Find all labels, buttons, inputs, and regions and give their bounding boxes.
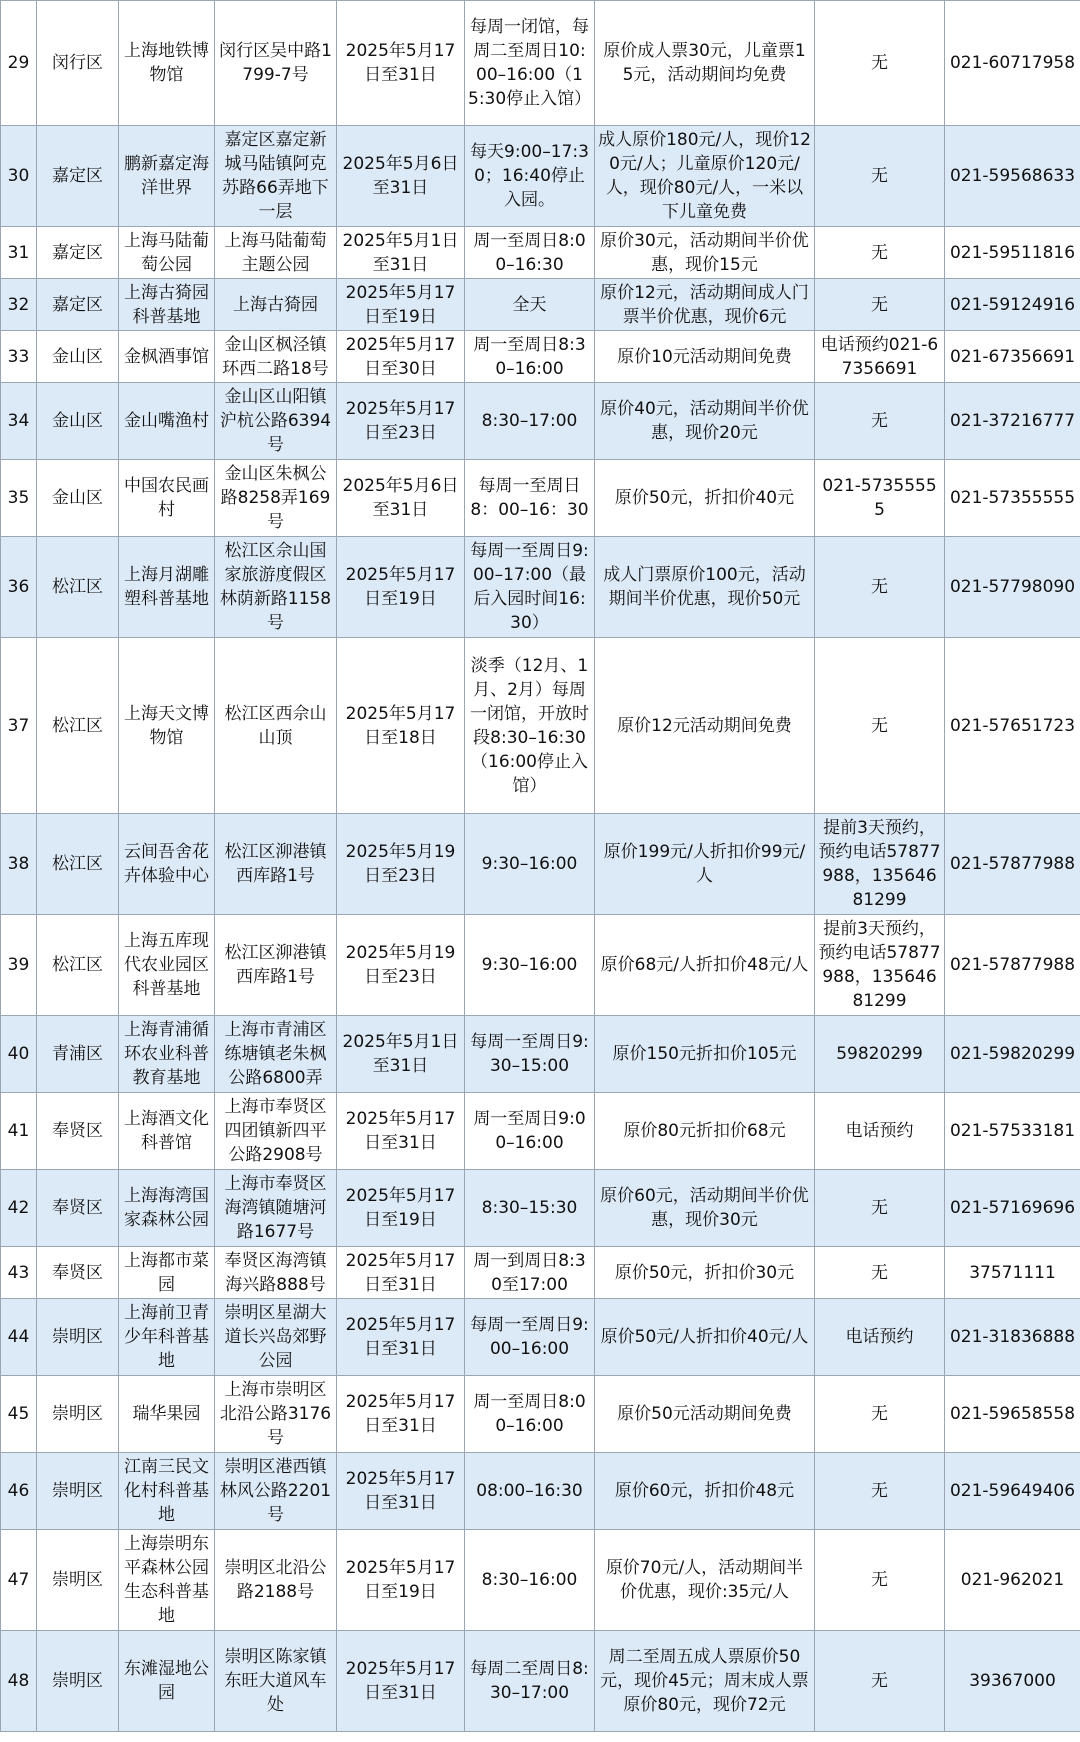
district-cell: 崇明区 (37, 1299, 119, 1376)
booking-cell: 无 (815, 279, 945, 331)
row-number: 44 (1, 1299, 37, 1376)
phone-cell: 021-59511816 (945, 227, 1080, 279)
table-row (1, 1247, 1080, 1299)
opening-hours-cell: 每周一至周日9:00–16:00 (465, 1299, 595, 1376)
ticket-price-cell: 周二至周五成人票原价50元，现价45元；周末成人票原价80元，现价72元 (595, 1631, 815, 1732)
row-number: 38 (1, 814, 37, 915)
table-body (1, 1, 1080, 1732)
address-cell: 闵行区吴中路1799-7号 (215, 1, 337, 126)
venue-name-cell: 金山嘴渔村 (119, 383, 215, 460)
row-number: 31 (1, 227, 37, 279)
district-cell: 金山区 (37, 331, 119, 383)
date-range-cell: 2025年5月17日至31日 (337, 1453, 465, 1530)
venue-name-cell: 上海马陆葡萄公园 (119, 227, 215, 279)
row-number: 42 (1, 1170, 37, 1247)
address-cell: 上海马陆葡萄主题公园 (215, 227, 337, 279)
table-row (1, 1016, 1080, 1093)
venue-name-cell: 上海海湾国家森林公园 (119, 1170, 215, 1247)
ticket-price-cell: 原价60元，活动期间半价优惠，现价30元 (595, 1170, 815, 1247)
ticket-price-cell: 原价70元/人，活动期间半价优惠，现价:35元/人 (595, 1530, 815, 1631)
venue-name-cell: 云间吾舍花卉体验中心 (119, 814, 215, 915)
booking-cell: 提前3天预约，预约电话57877988，13564681299 (815, 915, 945, 1016)
table-row (1, 1530, 1080, 1631)
row-number: 46 (1, 1453, 37, 1530)
table-row (1, 460, 1080, 537)
ticket-price-cell: 原价50元，折扣价40元 (595, 460, 815, 537)
table-row (1, 537, 1080, 638)
opening-hours-cell: 9:30–16:00 (465, 915, 595, 1016)
table-row (1, 638, 1080, 814)
ticket-price-cell: 原价12元活动期间免费 (595, 638, 815, 814)
phone-cell: 021-60717958 (945, 1, 1080, 126)
opening-hours-cell: 周一到周日8:30至17:00 (465, 1247, 595, 1299)
table-row (1, 227, 1080, 279)
date-range-cell: 2025年5月17日至18日 (337, 638, 465, 814)
table-row (1, 1, 1080, 126)
row-number: 35 (1, 460, 37, 537)
phone-cell: 021-57877988 (945, 814, 1080, 915)
date-range-cell: 2025年5月17日至30日 (337, 331, 465, 383)
ticket-price-cell: 原价199元/人折扣价99元/人 (595, 814, 815, 915)
date-range-cell: 2025年5月1日至31日 (337, 1016, 465, 1093)
booking-cell: 021-57355555 (815, 460, 945, 537)
ticket-price-cell: 原价50元/人折扣价40元/人 (595, 1299, 815, 1376)
address-cell: 金山区山阳镇沪杭公路6394号 (215, 383, 337, 460)
venue-name-cell: 瑞华果园 (119, 1376, 215, 1453)
ticket-price-cell: 原价50元活动期间免费 (595, 1376, 815, 1453)
address-cell: 上海市奉贤区四团镇新四平公路2908号 (215, 1093, 337, 1170)
district-cell: 金山区 (37, 460, 119, 537)
ticket-price-cell: 成人门票原价100元，活动期间半价优惠，现价50元 (595, 537, 815, 638)
venue-name-cell: 东滩湿地公园 (119, 1631, 215, 1732)
booking-cell: 电话预约 (815, 1299, 945, 1376)
date-range-cell: 2025年5月17日至19日 (337, 1530, 465, 1631)
booking-cell: 无 (815, 537, 945, 638)
row-number: 45 (1, 1376, 37, 1453)
ticket-price-cell: 原价40元，活动期间半价优惠，现价20元 (595, 383, 815, 460)
table-row (1, 1170, 1080, 1247)
opening-hours-cell: 每天9:00–17:30；16:40停止入园。 (465, 126, 595, 227)
opening-hours-cell: 全天 (465, 279, 595, 331)
booking-cell: 无 (815, 1, 945, 126)
district-cell: 奉贤区 (37, 1170, 119, 1247)
row-number: 33 (1, 331, 37, 383)
table-row (1, 1299, 1080, 1376)
district-cell: 奉贤区 (37, 1247, 119, 1299)
ticket-price-cell: 原价60元，折扣价48元 (595, 1453, 815, 1530)
table-row (1, 1093, 1080, 1170)
district-cell: 嘉定区 (37, 279, 119, 331)
date-range-cell: 2025年5月17日至19日 (337, 537, 465, 638)
phone-cell: 021-59658558 (945, 1376, 1080, 1453)
district-cell: 奉贤区 (37, 1093, 119, 1170)
table-row (1, 331, 1080, 383)
ticket-price-cell: 原价30元，活动期间半价优惠，现价15元 (595, 227, 815, 279)
booking-cell: 无 (815, 1376, 945, 1453)
table-row (1, 126, 1080, 227)
booking-cell: 无 (815, 383, 945, 460)
phone-cell: 021-59568633 (945, 126, 1080, 227)
row-number: 29 (1, 1, 37, 126)
address-cell: 崇明区星湖大道长兴岛郊野公园 (215, 1299, 337, 1376)
booking-cell: 无 (815, 1631, 945, 1732)
row-number: 36 (1, 537, 37, 638)
opening-hours-cell: 周一至周日8:00–16:30 (465, 227, 595, 279)
address-cell: 金山区枫泾镇环西二路18号 (215, 331, 337, 383)
address-cell: 崇明区北沿公路2188号 (215, 1530, 337, 1631)
date-range-cell: 2025年5月17日至31日 (337, 1247, 465, 1299)
venue-name-cell: 上海五库现代农业园区科普基地 (119, 915, 215, 1016)
venue-name-cell: 金枫酒事馆 (119, 331, 215, 383)
venue-name-cell: 上海都市菜园 (119, 1247, 215, 1299)
booking-cell: 电话预约021-67356691 (815, 331, 945, 383)
address-cell: 上海市奉贤区海湾镇随塘河路1677号 (215, 1170, 337, 1247)
district-cell: 嘉定区 (37, 227, 119, 279)
phone-cell: 021-57651723 (945, 638, 1080, 814)
venue-name-cell: 上海古猗园科普基地 (119, 279, 215, 331)
table-row (1, 1376, 1080, 1453)
phone-cell: 021-59820299 (945, 1016, 1080, 1093)
row-number: 41 (1, 1093, 37, 1170)
ticket-price-cell: 成人原价180元/人，现价120元/人；儿童原价120元/人，现价80元/人，一米以下儿童免费 (595, 126, 815, 227)
venue-name-cell: 上海青浦循环农业科普教育基地 (119, 1016, 215, 1093)
district-cell: 松江区 (37, 814, 119, 915)
booking-cell: 无 (815, 638, 945, 814)
ticket-price-cell: 原价68元/人折扣价48元/人 (595, 915, 815, 1016)
table-row (1, 1631, 1080, 1732)
opening-hours-cell: 每周一至周日9:30–15:00 (465, 1016, 595, 1093)
district-cell: 青浦区 (37, 1016, 119, 1093)
phone-cell: 021-57355555 (945, 460, 1080, 537)
opening-hours-cell: 8:30–17:00 (465, 383, 595, 460)
address-cell: 上海市青浦区练塘镇老朱枫公路6800弄 (215, 1016, 337, 1093)
date-range-cell: 2025年5月19日至23日 (337, 915, 465, 1016)
district-cell: 嘉定区 (37, 126, 119, 227)
date-range-cell: 2025年5月17日至19日 (337, 1170, 465, 1247)
address-cell: 奉贤区海湾镇海兴路888号 (215, 1247, 337, 1299)
phone-cell: 39367000 (945, 1631, 1080, 1732)
row-number: 37 (1, 638, 37, 814)
venue-name-cell: 上海月湖雕塑科普基地 (119, 537, 215, 638)
opening-hours-cell: 8:30–16:00 (465, 1530, 595, 1631)
booking-cell: 59820299 (815, 1016, 945, 1093)
date-range-cell: 2025年5月17日至31日 (337, 1299, 465, 1376)
row-number: 32 (1, 279, 37, 331)
booking-cell: 无 (815, 1170, 945, 1247)
venue-name-cell: 上海酒文化科普馆 (119, 1093, 215, 1170)
opening-hours-cell: 周一至周日8:30–16:00 (465, 331, 595, 383)
venue-name-cell: 中国农民画村 (119, 460, 215, 537)
ticket-price-cell: 原价12元，活动期间成人门票半价优惠，现价6元 (595, 279, 815, 331)
venue-name-cell: 上海崇明东平森林公园生态科普基地 (119, 1530, 215, 1631)
address-cell: 崇明区港西镇林风公路2201号 (215, 1453, 337, 1530)
address-cell: 松江区泖港镇西库路1号 (215, 814, 337, 915)
address-cell: 松江区西佘山山顶 (215, 638, 337, 814)
district-cell: 松江区 (37, 537, 119, 638)
phone-cell: 021-57169696 (945, 1170, 1080, 1247)
venue-name-cell: 江南三民文化村科普基地 (119, 1453, 215, 1530)
booking-cell: 电话预约 (815, 1093, 945, 1170)
table-row (1, 383, 1080, 460)
district-cell: 崇明区 (37, 1530, 119, 1631)
date-range-cell: 2025年5月17日至31日 (337, 1376, 465, 1453)
opening-hours-cell: 每周一至周日9:00–17:00（最后入园时间16:30） (465, 537, 595, 638)
phone-cell: 021-59124916 (945, 279, 1080, 331)
booking-cell: 无 (815, 1453, 945, 1530)
table-row (1, 279, 1080, 331)
row-number: 34 (1, 383, 37, 460)
date-range-cell: 2025年5月17日至31日 (337, 1631, 465, 1732)
opening-hours-cell: 08:00–16:30 (465, 1453, 595, 1530)
district-cell: 崇明区 (37, 1453, 119, 1530)
address-cell: 崇明区陈家镇东旺大道风车处 (215, 1631, 337, 1732)
address-cell: 上海古猗园 (215, 279, 337, 331)
date-range-cell: 2025年5月6日至31日 (337, 126, 465, 227)
district-cell: 崇明区 (37, 1631, 119, 1732)
venue-name-cell: 上海地铁博物馆 (119, 1, 215, 126)
district-cell: 金山区 (37, 383, 119, 460)
row-number: 43 (1, 1247, 37, 1299)
opening-hours-cell: 周一至周日9:00–16:00 (465, 1093, 595, 1170)
ticket-price-cell: 原价10元活动期间免费 (595, 331, 815, 383)
row-number: 40 (1, 1016, 37, 1093)
district-cell: 崇明区 (37, 1376, 119, 1453)
opening-hours-cell: 8:30–15:30 (465, 1170, 595, 1247)
phone-cell: 021-57877988 (945, 915, 1080, 1016)
date-range-cell: 2025年5月17日至31日 (337, 1093, 465, 1170)
phone-cell: 021-962021 (945, 1530, 1080, 1631)
booking-cell: 提前3天预约，预约电话57877988，13564681299 (815, 814, 945, 915)
opening-hours-cell: 每周一闭馆，每周二至周日10:00–16:00（15:30停止入馆） (465, 1, 595, 126)
table-row (1, 814, 1080, 915)
ticket-price-cell: 原价成人票30元，儿童票15元，活动期间均免费 (595, 1, 815, 126)
table-row (1, 1453, 1080, 1530)
district-cell: 松江区 (37, 915, 119, 1016)
date-range-cell: 2025年5月19日至23日 (337, 814, 465, 915)
date-range-cell: 2025年5月1日至31日 (337, 227, 465, 279)
row-number: 30 (1, 126, 37, 227)
phone-cell: 021-67356691 (945, 331, 1080, 383)
venue-name-cell: 上海前卫青少年科普基地 (119, 1299, 215, 1376)
date-range-cell: 2025年5月6日至31日 (337, 460, 465, 537)
phone-cell: 021-31836888 (945, 1299, 1080, 1376)
date-range-cell: 2025年5月17日至19日 (337, 279, 465, 331)
opening-hours-cell: 淡季（12月、1月、2月）每周一闭馆，开放时段8:30–16:30（16:00停止入馆） (465, 638, 595, 814)
ticket-price-cell: 原价50元，折扣价30元 (595, 1247, 815, 1299)
phone-cell: 021-57798090 (945, 537, 1080, 638)
address-cell: 嘉定区嘉定新城马陆镇阿克苏路66弄地下一层 (215, 126, 337, 227)
phone-cell: 021-59649406 (945, 1453, 1080, 1530)
district-cell: 松江区 (37, 638, 119, 814)
booking-cell: 无 (815, 1530, 945, 1631)
address-cell: 金山区朱枫公路8258弄169号 (215, 460, 337, 537)
ticket-price-cell: 原价150元折扣价105元 (595, 1016, 815, 1093)
address-cell: 上海市崇明区北沿公路3176号 (215, 1376, 337, 1453)
booking-cell: 无 (815, 227, 945, 279)
phone-cell: 37571111 (945, 1247, 1080, 1299)
opening-hours-cell: 9:30–16:00 (465, 814, 595, 915)
district-cell: 闵行区 (37, 1, 119, 126)
row-number: 39 (1, 915, 37, 1016)
row-number: 48 (1, 1631, 37, 1732)
opening-hours-cell: 每周一至周日8：00–16：30 (465, 460, 595, 537)
table-row (1, 915, 1080, 1016)
ticket-price-cell: 原价80元折扣价68元 (595, 1093, 815, 1170)
venue-name-cell: 上海天文博物馆 (119, 638, 215, 814)
date-range-cell: 2025年5月17日至31日 (337, 1, 465, 126)
row-number: 47 (1, 1530, 37, 1631)
opening-hours-cell: 每周二至周日8:30–17:00 (465, 1631, 595, 1732)
booking-cell: 无 (815, 126, 945, 227)
phone-cell: 021-37216777 (945, 383, 1080, 460)
opening-hours-cell: 周一至周日8:00–16:00 (465, 1376, 595, 1453)
venue-name-cell: 鹏新嘉定海洋世界 (119, 126, 215, 227)
booking-cell: 无 (815, 1247, 945, 1299)
address-cell: 松江区泖港镇西库路1号 (215, 915, 337, 1016)
address-cell: 松江区佘山国家旅游度假区林荫新路1158号 (215, 537, 337, 638)
phone-cell: 021-57533181 (945, 1093, 1080, 1170)
date-range-cell: 2025年5月17日至23日 (337, 383, 465, 460)
